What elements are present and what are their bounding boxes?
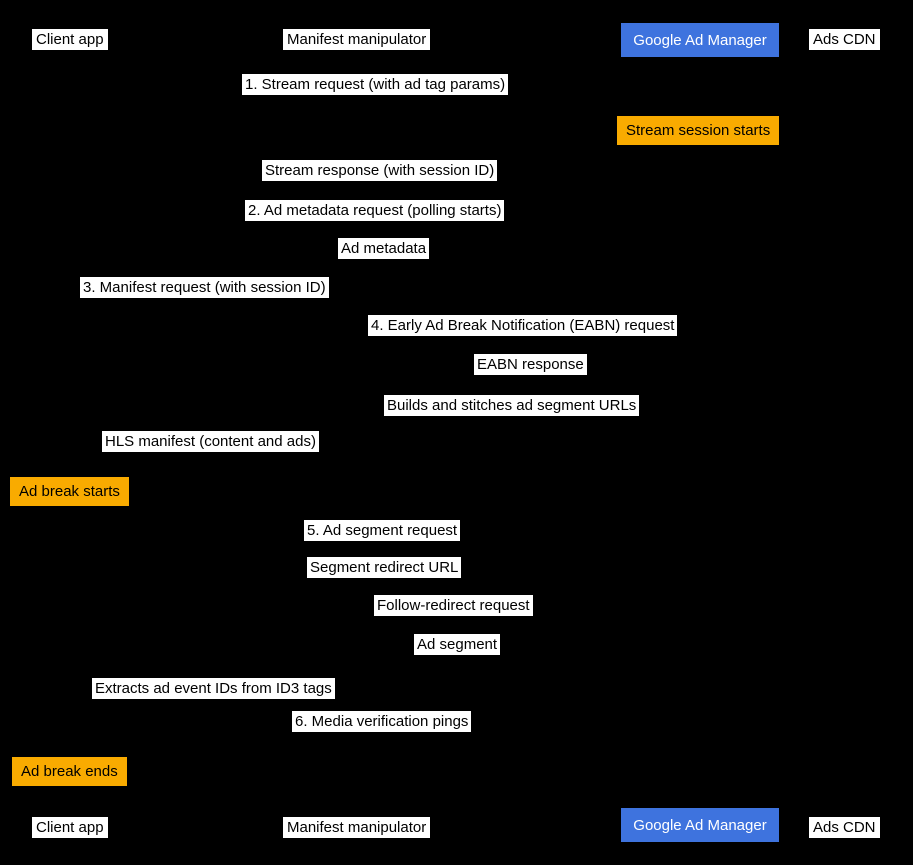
message-media-verification-pings: 6. Media verification pings: [292, 711, 471, 732]
message-ad-segment-request: 5. Ad segment request: [304, 520, 460, 541]
note-stream-session-starts: Stream session starts: [617, 116, 779, 145]
message-ad-metadata-request: 2. Ad metadata request (polling starts): [245, 200, 504, 221]
message-follow-redirect-request: Follow-redirect request: [374, 595, 533, 616]
message-eabn-request: 4. Early Ad Break Notification (EABN) request: [368, 315, 677, 336]
message-stream-request: 1. Stream request (with ad tag params): [242, 74, 508, 95]
participant-google-ad-manager-bottom: Google Ad Manager: [621, 808, 779, 842]
participant-client-app-bottom: Client app: [32, 817, 108, 838]
participant-google-ad-manager-top: Google Ad Manager: [621, 23, 779, 57]
note-ad-break-starts: Ad break starts: [10, 477, 129, 506]
message-builds-stitches-segment-urls: Builds and stitches ad segment URLs: [384, 395, 639, 416]
participant-client-app-top: Client app: [32, 29, 108, 50]
message-manifest-request: 3. Manifest request (with session ID): [80, 277, 329, 298]
message-ad-segment: Ad segment: [414, 634, 500, 655]
message-hls-manifest: HLS manifest (content and ads): [102, 431, 319, 452]
participant-ads-cdn-top: Ads CDN: [809, 29, 880, 50]
message-stream-response: Stream response (with session ID): [262, 160, 497, 181]
message-segment-redirect-url: Segment redirect URL: [307, 557, 461, 578]
message-extracts-ad-event-ids: Extracts ad event IDs from ID3 tags: [92, 678, 335, 699]
message-ad-metadata: Ad metadata: [338, 238, 429, 259]
note-ad-break-ends: Ad break ends: [12, 757, 127, 786]
participant-ads-cdn-bottom: Ads CDN: [809, 817, 880, 838]
message-eabn-response: EABN response: [474, 354, 587, 375]
participant-manifest-manipulator-bottom: Manifest manipulator: [283, 817, 430, 838]
participant-manifest-manipulator-top: Manifest manipulator: [283, 29, 430, 50]
